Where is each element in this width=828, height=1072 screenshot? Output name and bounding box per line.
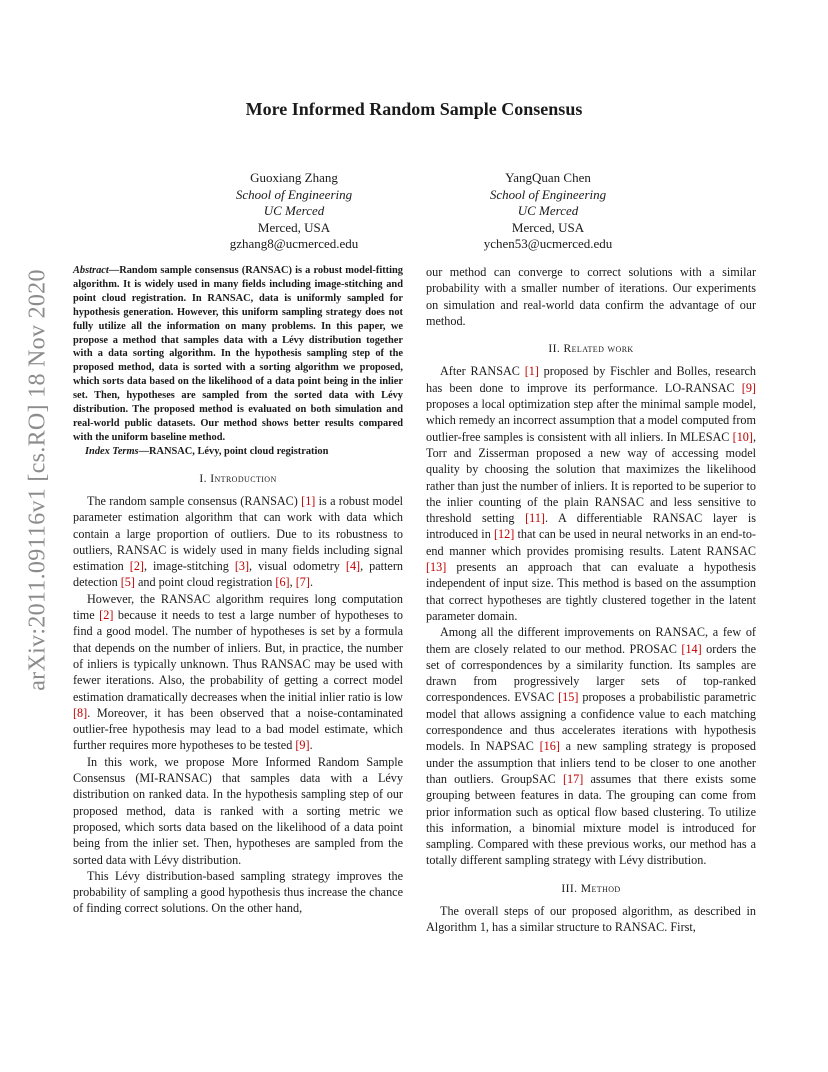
paragraph: The random sample consensus (RANSAC) [1] is a robust model parameter estimation algorithm that can work with data which contain a large proportion of outliers. Due to its robustness to outliers, RANSAC is widely used in many fields including signal estimation [2], image-stitching [3], visual odometry [4], pattern detection [5] and point cloud registration [6], [7]. [73, 493, 403, 590]
citation-link[interactable]: [4] [345, 559, 361, 574]
citation-link[interactable]: [13] [426, 560, 447, 575]
author-university: UC Merced [517, 203, 579, 218]
citation-link[interactable]: [17] [563, 771, 584, 786]
author-block-2 [418, 170, 678, 253]
citation-link[interactable]: [11] [525, 511, 545, 526]
author-email: ychen53@ucmerced.edu [483, 236, 613, 251]
citation-link[interactable]: [2] [99, 608, 114, 623]
citation-link[interactable]: [8] [73, 705, 88, 720]
author-name: YangQuan Chen [505, 170, 591, 185]
left-column [73, 264, 403, 917]
paragraph: However, the RANSAC algorithm requires long computation time [2] because it needs to test a large number of hypotheses to find a good model. The number of hypotheses is set by a formula that depends on the number of inliers. But, in practice, the number of inliers is typically unknown. Thus RANSAC may be used with fewer iterations. Also, the probability of getting a correct model estimation dramatically decreases when the initial inlier ratio is low [8]. Moreover, it has been observed that a noise-contaminated outlier-free hypothesis may lead to a bad model estimate, which further requires more hypotheses to be tested [9]. [73, 591, 403, 753]
author-school: School of Engineering [489, 186, 607, 202]
paragraph: The overall steps of our proposed algorithm, as described in Algorithm 1, has a similar structure to RANSAC. First, [426, 903, 756, 935]
citation-link[interactable]: [15] [558, 690, 579, 705]
arxiv-sidebar [20, 269, 56, 691]
author-university: UC Merced [263, 203, 325, 218]
paragraph: Among all the different improvements on RANSAC, a few of them are closely related to our method. PROSAC [14] orders the set of correspondences by a similarity function. Its samples are drawn from progressively larger sets of top-ranked correspondences. EVSAC [15] proposes a probabilistic parametric model that allows assigning a confidence value to each matching correspondence and thus accelerates iterations with hypothesis models. In NAPSAC [16] a new sampling strategy is proposed under the assumption that inliers tend to be closer to one another than outliers. GroupSAC [17] assumes that there exists some grouping between features in data. The grouping can come from prior information such as optical flow based clustering. To utilize this information, a binomial mixture model is introduced for sampling. Compared with these previous works, our method has a totally different sampling strategy with Lévy distribution. [426, 625, 757, 868]
citation-link[interactable]: [9] [295, 738, 310, 753]
citation-link[interactable]: [16] [539, 739, 560, 754]
section-heading-introduction [73, 471, 403, 487]
index-terms [85, 445, 403, 459]
citation-link[interactable]: [7] [295, 575, 310, 590]
citation-link[interactable]: [14] [681, 641, 702, 656]
author-block-1 [164, 170, 424, 253]
citation-link[interactable]: [9] [741, 380, 756, 395]
abstract-lead: Abstract [73, 265, 109, 276]
abstract [73, 264, 403, 445]
paragraph: In this work, we propose More Informed Random Sample Consensus (MI-RANSAC) that samples data with a Lévy distribution on ranked data. In the hypothesis sampling step of our proposed method, data is ranked with a sorting metric we proposed, which sorts data based on the likelihood of a data point being from the inlier set. Then, hypotheses are sampled from the sorted data with Lévy distribution. [73, 754, 403, 867]
paragraph: our method can converge to correct solutions with a similar probability with a smaller number of iterations. Our experiments on simulation and real-world data confirm the advantage of our method. [426, 265, 756, 328]
author-name: Guoxiang Zhang [250, 170, 338, 185]
author-email: gzhang8@ucmerced.edu [229, 236, 359, 251]
section-heading-method [426, 881, 756, 897]
section-title: Method [580, 881, 621, 895]
citation-link[interactable]: [1] [301, 493, 316, 508]
paragraph: This Lévy distribution-based sampling strategy improves the probability of sampling a good hypothesis thus increase the chance of finding correct solutions. On the other hand, [73, 868, 403, 916]
paper-title: More Informed Random Sample Consensus [245, 99, 583, 119]
citation-link[interactable]: [3] [234, 559, 250, 574]
right-column [426, 264, 756, 936]
section-number: III. [561, 881, 578, 895]
section-number: I. [199, 471, 207, 485]
citation-link[interactable]: [12] [493, 527, 515, 542]
author-city: Merced, USA [257, 219, 331, 235]
citation-link[interactable]: [5] [120, 575, 135, 590]
section-heading-related-work [426, 341, 756, 357]
section-title: Related work [563, 342, 634, 356]
section-number: II. [548, 342, 561, 356]
citation-link[interactable]: [2] [129, 559, 144, 574]
citation-link[interactable]: [10] [732, 429, 753, 444]
author-school: School of Engineering [235, 186, 353, 202]
citation-link[interactable]: [6] [275, 575, 290, 590]
arxiv-identifier: arXiv:2011.09116v1 [cs.RO] 18 Nov 2020 [24, 269, 51, 691]
citation-link[interactable]: [1] [524, 364, 539, 379]
author-city: Merced, USA [511, 219, 585, 235]
section-title: Introduction [210, 471, 277, 485]
index-terms-lead: Index Terms [85, 445, 139, 457]
abstract-text: —Random sample consensus (RANSAC) is a robust model-fitting algorithm. It is widely used in many fields including image-stitching and point cloud registration. In RANSAC, data is uniformly sampled for hypothesis generation. However, this uniform sampling strategy does not fully utilize all the information on many problems. In this paper, we propose a method that samples data with a Lévy distribution together with a data sorting algorithm. In the hypothesis sampling step of the proposed method, data is sorted with a sorting algorithm we proposed, which sorts data based on the likelihood of a data point being in the inlier set. Then, hypotheses are sampled from the sorted data with Lévy distribution. The proposed method is evaluated on both simulation and real-world public datasets. Our method shows better results compared with the uniform baseline method. [73, 265, 403, 443]
paragraph: After RANSAC [1] proposed by Fischler and Bolles, research has been done to improve its performance. LO-RANSAC [9] proposes a local optimization step after the minimal sample model, which remedy an incorrect assumption that a model computed from outlier-free samples is consistent with all inliers. In MLESAC [10], Torr and Zisserman proposed a new way of accessing model quality by choosing the solution that maximizes the likelihood rather than just the number of inliers. It is reported to be superior to the inlier counting of the plain RANSAC and less sensitive to threshold setting [11]. A differentiable RANSAC layer is introduced in [12] that can be used in neural networks in an end-to-end manner which provides promising results. Latent RANSAC [13] presents an approach that can evaluate a hypothesis independent of input size. This method is based on the assumption that correct hypotheses are tightly clustered together in the latent parameter domain. [426, 364, 757, 623]
index-terms-text: —RANSAC, Lévy, point cloud registration [138, 445, 329, 457]
